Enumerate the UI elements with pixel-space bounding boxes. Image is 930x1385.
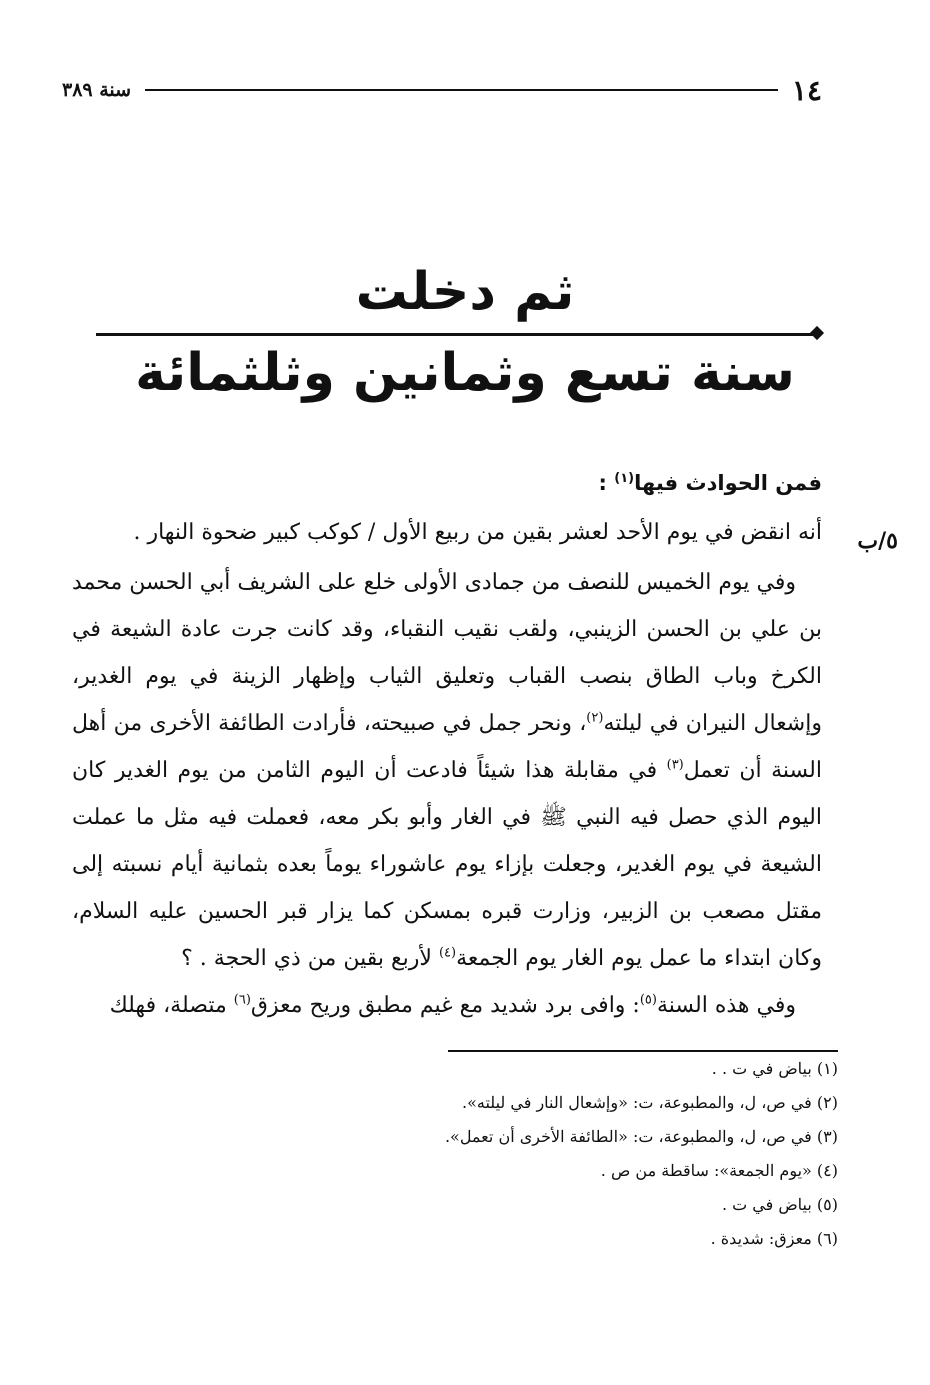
title-rule [96, 333, 820, 336]
footnote: (٣) في ص، ل، والمطبوعة، ت: «الطائفة الأخرى أن تعمل». [444, 1127, 838, 1146]
footnote: (٤) «يوم الجمعة»: ساقطة من ص . [600, 1161, 838, 1180]
footnote: (١) بياض في ت . . [711, 1059, 838, 1078]
title-rule-ornament [810, 326, 824, 340]
paragraph-text: في مقابلة هذا شيئاً فادعت أن اليوم الثامن من يوم الغدير كان اليوم الذي حصل فيه النبي ﷺ في الغار وأبو بكر معه، فعملت فيه مثل ما عملت الشيعة في يوم الغدير، وجعلت بإزاء يوم عاشوراء يوماً بعده بثمانية أيام نسبته إلى مقتل مصعب بن الزبير، وزارت قبره بمسكن كما يزار قبر الحسين عليه السلام، وكان ابتداء ما عمل يوم الغار يوم الجمعة [72, 758, 822, 971]
section-intro [72, 460, 822, 507]
footnote: (٥) بياض في ت . [721, 1195, 838, 1214]
footnote: (٢) في ص، ل، والمطبوعة، ت: «وإشعال النار في ليلته». [462, 1093, 838, 1112]
main-text [72, 460, 822, 1029]
paragraph-text: لأربع بقين من ذي الحجة . ؟ [181, 946, 439, 971]
paragraph [72, 559, 822, 982]
paragraph-text: متصلة، فهلك [109, 993, 234, 1018]
paragraph-text: ، ونحر جمل في صبيحته، فأرادت الطائفة الأخرى من أهل السنة أن تعمل [72, 711, 822, 783]
running-title: سنة ٣٨٩ [62, 79, 132, 101]
footnotes [360, 1052, 838, 1256]
paragraph [72, 982, 822, 1029]
footnote-ref: (٦) [233, 992, 251, 1008]
intro-text: فمن الحوادث فيها [634, 471, 822, 495]
footnote-ref: (٤) [438, 945, 457, 961]
footnote: (٦) معزق: شديدة . [710, 1229, 838, 1248]
paragraph [72, 513, 822, 553]
running-header [62, 70, 822, 110]
paragraph-text: أنه انقض في يوم الأحد لعشر بقين من ربيع الأول / كوكب كبير ضحوة النهار . [133, 520, 822, 545]
footnote-ref: (٥) [639, 992, 657, 1008]
page-number: ١٤ [791, 73, 822, 107]
chapter-title-line1: ثم دخلت [355, 262, 575, 322]
paragraph-text: وفي يوم الخميس للنصف من جمادى الأولى خلع على الشريف أبي الحسن محمد بن علي بن الحسن الزينبي، ولقب نقيب النقباء، وقد كانت جرت عادة الشيعة في الكرخ وباب الطاق بنصب القباب وتعليق الثياب وإظهار الزينة في يوم الغدير، وإشعال النيران في ليلته [72, 570, 822, 736]
intro-suffix: : [598, 471, 607, 495]
footnote-ref: (٣) [666, 757, 684, 773]
footnote-ref: (٢) [586, 710, 604, 726]
manuscript-folio-marker: ٥/ب [857, 528, 898, 554]
paragraph-text: : وافى برد شديد مع غيم مطبق وريح معزق [250, 993, 640, 1018]
paragraphs [72, 513, 822, 1029]
chapter-title-line2: سنة تسع وثمانين وثلثمائة [135, 343, 795, 403]
paragraph-text: وفي هذه السنة [656, 993, 796, 1018]
header-rule [145, 89, 778, 91]
footnote-ref: (١) [614, 471, 635, 486]
